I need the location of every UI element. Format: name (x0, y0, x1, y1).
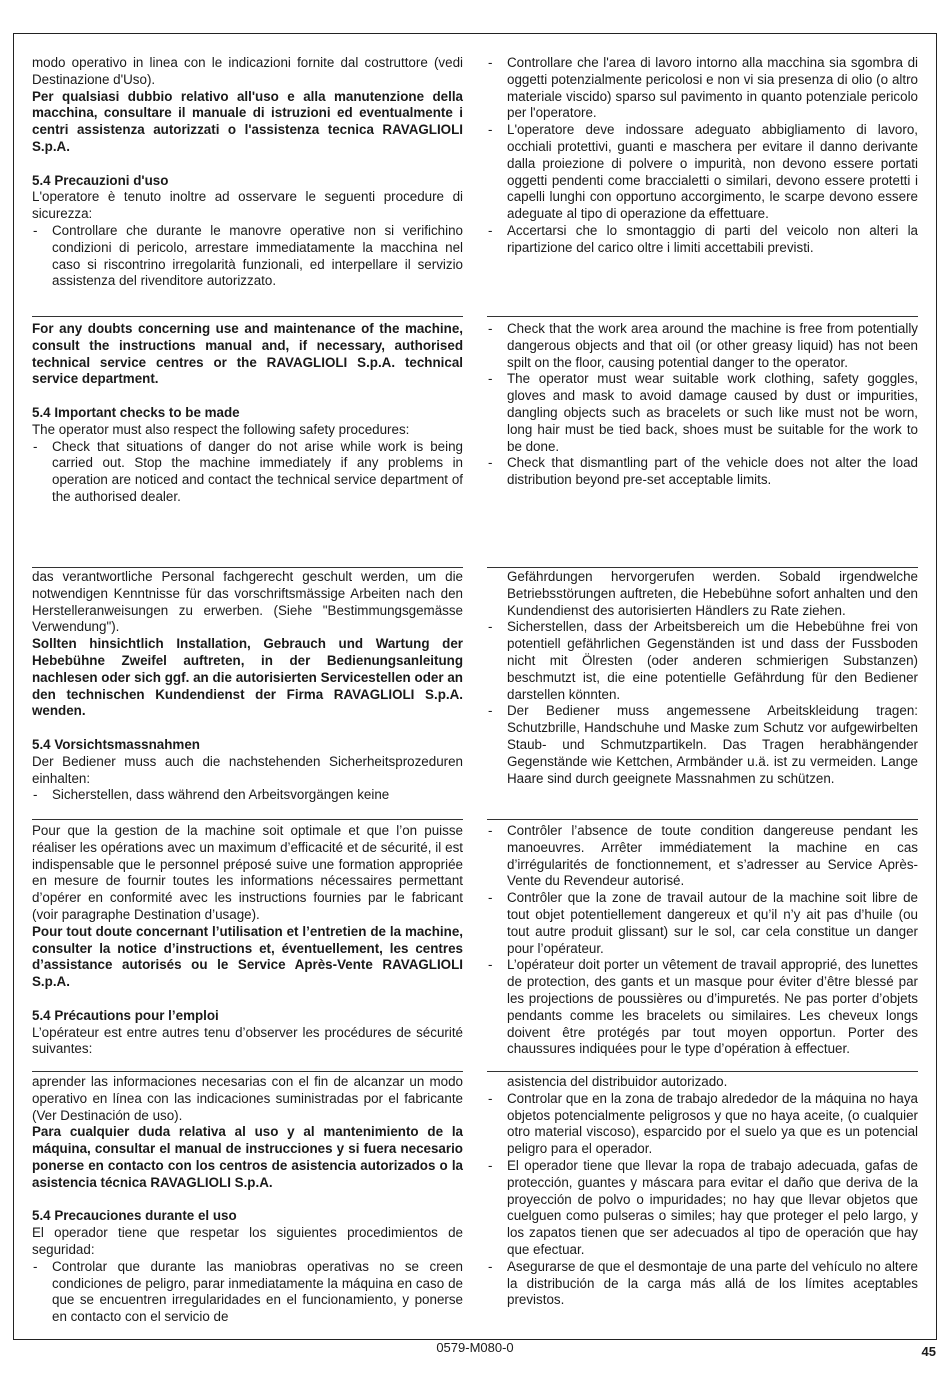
section-heading: 5.4 Precauzioni d'uso (32, 172, 169, 188)
list-item: - Der Bediener muss angemessene Arbeitskleidung tragen: Schutzbrille, Handschuhe und Maske zum Schutz vor aufgewirbelten Staub- und Schmutzpartikeln. Das Tragen herabhängender Gegenstände wie Kettchen, Armbänder u.ä. ist zu vermeiden. Lange Haare sind durch geeignete Massnahmen zu schützen. (487, 703, 918, 787)
list-item: - L’opérateur doit porter un vêtement de travail approprié, des lunettes de protection, des gants et un masque pour éviter d’être blessé par les projections de poussières ou d’impuretés. Ne pas porter d’objets pendants comme les bracelets ou similaires. Les cheveux longs doivent être protégés par tout moyen opportun. Porter des chaussures indiquées pour le type d’opération à effectuer. (487, 957, 918, 1058)
list-item: - Sicherstellen, dass während den Arbeitsvorgängen keine (32, 787, 463, 804)
section-divider (32, 567, 463, 568)
bullet-list (487, 619, 918, 787)
section-divider (32, 316, 463, 317)
paragraph: Pour que la gestion de la machine soit optimale et que l’on puisse réaliser les opérations avec un maximum d’efficacité et de sécurité, il est indispensable que le personnel préposé suive une formation appropriée en mesure de fournir toutes les informations nécessaires permettant d’opérer en conformité avec les instructions fournies par le fabricant (voir paragraphe Destination d’usage). (32, 823, 463, 922)
paragraph: El operador tiene que respetar los siguientes procedimientos de seguridad: (32, 1225, 463, 1257)
section-heading: 5.4 Vorsichtsmassnahmen (32, 736, 200, 752)
section-divider (487, 1071, 918, 1072)
list-item: - Check that the work area around the machine is free from potentially dangerous objects and that oil (or other greasy liquid) has not been spilt on the floor, causing potential danger to the operator. (487, 321, 918, 371)
list-item: - Check that situations of danger do not arise while work is being carried out. Stop the machine immediately if any problems in operation are noticed and contact the technical service department of the authorised dealer. (32, 439, 463, 506)
list-item: - Accertarsi che lo smontaggio di parti del veicolo non alteri la ripartizione del carico oltre i limiti accettabili previsti. (487, 223, 918, 257)
paragraph: L'operatore è tenuto inoltre ad osservare le seguenti procedure di sicurezza: (32, 189, 463, 222)
section-heading: 5.4 Précautions pour l’emploi (32, 1007, 219, 1023)
list-item: - Check that dismantling part of the vehicle does not alter the load distribution beyond pre-set acceptable limits. (487, 455, 918, 489)
paragraph: aprender las informaciones necesarias con el fin de alcanzar un modo operativo en línea con las indicaciones suministradas por el fabricante (Ver Destinación de uso). (32, 1074, 463, 1123)
spanish-section-right (487, 1074, 918, 1309)
german-section-left (32, 569, 463, 804)
section-divider (32, 819, 463, 820)
list-item: - Contrôler que la zone de travail autour de la machine soit libre de tout objet potentiellement dangereux et qu’il n’y ait pas d’huile (ou tout autre produit glissant) sur le sol, car cela constitue un danger pour l’opérateur. (487, 890, 918, 957)
bullet-list (487, 1091, 918, 1309)
bold-notice: Per qualsiasi dubbio relativo all'uso e alla manutenzione della macchina, consultare il manuale di istruzioni ed eventualmente i centri assistenza autorizzati o l'assistenza tecnica RAVAGLIOLI S.p.A. (32, 88, 463, 154)
german-section-right (487, 569, 918, 787)
section-heading: 5.4 Important checks to be made (32, 404, 240, 420)
page-number: 45 (921, 1344, 936, 1359)
english-section-left (32, 321, 463, 506)
bullet-list (32, 439, 463, 506)
section-divider (487, 316, 918, 317)
list-item-continuation: asistencia del distribuidor autorizado. (507, 1074, 728, 1089)
list-item: - L'operatore deve indossare adeguato abbigliamento di lavoro, occhiali protettivi, guanti e maschera per evitare il danno derivante dalla proiezione di polvere o impurità, non devono essere portati oggetti pendenti come braccialetti o similari, devono essere protetti i capelli lunghi con opportuno accorgimento, le scarpe devono essere adeguate al tipo di operazione da effettuare. (487, 122, 918, 223)
bullet-list (32, 223, 463, 290)
bullet-list (32, 787, 463, 804)
bold-notice: Pour tout doute concernant l’utilisation et l’entretien de la machine, consulter la notice d’instructions et, éventuellement, les centres d’assistance autorisés ou le Service Après-Vente RAVAGLIOLI S.p.A. (32, 923, 463, 990)
french-section-left (32, 823, 463, 1058)
bold-notice: Sollten hinsichtlich Installation, Gebrauch und Wartung der Hebebühne Zweifel auftreten, in der Bedienungsanleitung nachlesen oder sich ggf. an die autorisierten Servicestellen oder an den technischen Kundendienst der Firma RAVAGLIOLI S.p.A. wenden. (32, 636, 463, 719)
french-section-right (487, 823, 918, 1058)
bold-notice: For any doubts concerning use and maintenance of the machine, consult the instructions manual and, if necessary, authorised technical service centres or the RAVAGLIOLI S.p.A. technical service department. (32, 321, 463, 387)
paragraph: The operator must also respect the following safety procedures: (32, 421, 410, 437)
bullet-list (32, 1259, 463, 1326)
list-item: - Controllare che durante le manovre operative non si verifichino condizioni di pericolo, arrestare immediatamente la macchina nel caso si riscontrino irregolarità funzionali, ed interpellare il servizio assistenza del rivenditore autorizzato. (32, 223, 463, 290)
list-item-continuation: Gefährdungen hervorgerufen werden. Sobald irgendwelche Betriebsstörungen auftreten, die Hebebühne sofort anhalten und den Kundendienst des autorisierten Händlers zu Rate ziehen. (507, 569, 918, 618)
section-divider (32, 1071, 463, 1072)
list-item: - Sicherstellen, dass der Arbeitsbereich um die Hebebühne frei von potentiell gefährlichen Gegenständen ist und dass der Fussboden nicht mit Ölresten (oder anderen schmierigen Substanzen) beschmutzt ist, die eine potentielle Gefährdung für den Bediener darstellen könnten. (487, 619, 918, 703)
bullet-list (487, 321, 918, 489)
spanish-section-left (32, 1074, 463, 1326)
paragraph: das verantwortliche Personal fachgerecht geschult werden, um die notwendigen Kenntnisse für das vorschriftsmässige Arbeiten nach den Herstelleranweisungen zu erwerben. (Siehe "Bestimmungsgemässe Verwendung"). (32, 569, 463, 635)
list-item: - Contrôler l’absence de toute condition dangereuse pendant les manoeuvres. Arrêter immédiatement la machine en cas d’irrégularités de fonctionnement, et s’adresser au Service Après-Vente du Revendeur autorisé. (487, 823, 918, 890)
english-section-right (487, 321, 918, 489)
list-item: - The operator must wear suitable work clothing, safety goggles, gloves and mask to avoid damage caused by dust or impurities, dangling objects such as bracelets or such like must not be worn, long hair must be tied back, shoes must be suitable for the work to be done. (487, 371, 918, 455)
paragraph: Der Bediener muss auch die nachstehenden Sicherheitsprozeduren einhalten: (32, 753, 463, 786)
bold-notice: Para cualquier duda relativa al uso y al mantenimiento de la máquina, consultar el manual de instrucciones y si fuera necesario ponerse en contacto con los centros de asistencia autorizados o la asistencia técnica RAVAGLIOLI S.p.A. (32, 1124, 463, 1190)
paragraph: L’opérateur est entre autres tenu d’observer les procédures de sécurité suivantes: (32, 1024, 463, 1057)
section-heading: 5.4 Precauciones durante el uso (32, 1208, 237, 1224)
bullet-list (487, 55, 918, 257)
list-item: - Controlar que durante las maniobras operativas no se creen condiciones de peligro, parar inmediatamente la máquina en caso de que se encuentren irregularidades en el funcionamiento, y ponerse en contacto con el servicio de (32, 1259, 463, 1326)
list-item: - El operador tiene que llevar la ropa de trabajo adecuada, gafas de protección, guantes y máscara para evitar el daño que deriva de la proyección de polvo o impuridades; no hay que llevar objetos que cuelguen como pulseras o similes; hay que proteger el pelo largo, y los zapatos tienen que ser adecuados al tipo de operación que hay que efectuar. (487, 1158, 918, 1259)
section-divider (487, 567, 918, 568)
list-item: - Controlar que en la zona de trabajo alrededor de la máquina no haya objetos potencialmente peligrosos y que no haya aceite, (o cualquier otro material viscoso), esparcido por el suelo ya que es un potencial peligro para el operador. (487, 1091, 918, 1158)
italian-section-left (32, 55, 463, 290)
paragraph: modo operativo in linea con le indicazioni fornite dal costruttore (vedi Destinazione d'Uso). (32, 55, 463, 87)
list-item: - Controllare che l'area di lavoro intorno alla macchina sia sgombra di oggetti potenzialmente pericolosi e non vi sia presenza di olio (o altro materiale viscido) sparso sul pavimento in quanto potenziale pericolo per l'operatore. (487, 55, 918, 122)
bullet-list (487, 823, 918, 1058)
section-divider (487, 819, 918, 820)
italian-section-right (487, 55, 918, 257)
list-item: - Asegurarse de que el desmontaje de una parte del vehículo no altere la distribución de la carga más allá de los límites aceptables previstos. (487, 1259, 918, 1309)
document-code: 0579-M080-0 (436, 1340, 514, 1355)
